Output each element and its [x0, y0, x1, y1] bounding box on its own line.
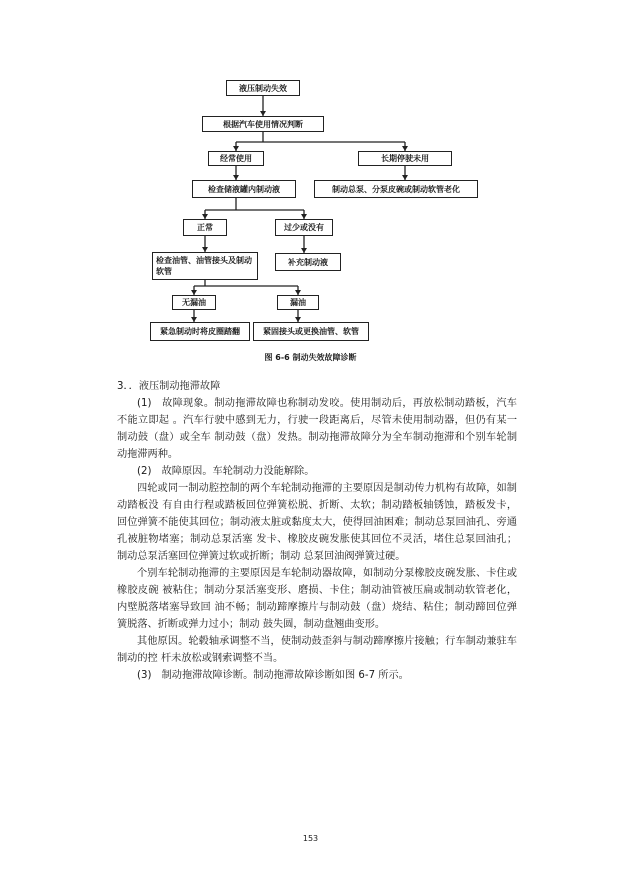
node-root: 液压制动失效: [226, 80, 300, 96]
node-too-little: 过少或没有: [275, 219, 333, 236]
flowchart: [150, 76, 490, 366]
node-check-reservoir: 检查储液罐内制动液: [192, 180, 296, 198]
node-master-cylinder-aging: 制动总泵、分泵皮碗或制动软管老化: [314, 180, 478, 198]
paragraph-symptoms: (1) 故障现象。制动拖滞故障也称制动发咬。使用制动后，再放松制动踏板，汽车不能立即起 。汽车行驶中感到无力，行驶一段距离后，尽管未使用制动器，但仍有某一制动鼓（盘）或全车 制动鼓（盘）发热。制动拖滞故障分为全车制动拖滞和个别车轮制动拖滞两种。: [117, 398, 517, 460]
paragraph-diagnosis: (3) 制动拖滞故障诊断。制动拖滞故障诊断如图 6-7 所示。: [137, 670, 409, 681]
paragraph-other-causes: 其他原因。轮毂轴承调整不当，使制动鼓歪斜与制动蹄摩擦片接触；行车制动兼驻车制动的控 杆未放松或钢索调整不当。: [117, 636, 517, 664]
node-normal: 正常: [183, 219, 227, 236]
node-leak: 漏油: [277, 295, 319, 310]
body-text: [117, 378, 517, 684]
paragraph-causes-intro: (2) 故障原因。车轮制动力没能解除。: [137, 466, 315, 477]
node-add-fluid: 补充制动液: [275, 253, 341, 271]
node-judge: 根据汽车使用情况判断: [202, 116, 324, 132]
node-long-parked: 长期停驶未用: [358, 151, 452, 166]
node-emergency: 紧急制动时将皮圈踏翻: [150, 322, 250, 341]
node-regular: 经常使用: [208, 151, 264, 166]
node-no-leak: 无漏油: [172, 295, 216, 310]
paragraph-four-wheel-causes: 四轮或同一制动腔控制的两个车轮制动拖滞的主要原因是制动传力机构有故障，如制动踏板没 有自由行程或踏板回位弹簧松脱、折断、太软；制动踏板轴锈蚀，踏板发卡，回位弹簧不能使其回位；制动液太脏或黏度太大，使得回油困难；制动总泵回油孔、旁通孔被脏物堵塞；制动总泵活塞 发卡、橡胶皮碗发胀使其回位不灵活，堵住总泵回油孔；制动总泵活塞回位弹簧过软或折断；制动 总泵回油阀弹簧过硬。: [117, 483, 517, 562]
page-number: 153: [302, 834, 319, 843]
node-check-lines: 检查油管、油管接头及制动软管: [152, 252, 258, 280]
paragraph-single-wheel-causes: 个别车轮制动拖滞的主要原因是车轮制动器故障，如制动分泵橡胶皮碗发胀、卡住或橡胶皮碗 被粘住；制动分泵活塞变形、磨损、卡住；制动油管被压扁或制动软管老化，内壁脱落堵塞导致回 油不畅；制动蹄摩擦片与制动鼓（盘）烧结、粘住；制动蹄回位弹簧脱落、折断或弹力过小；制动 鼓失圆，制动盘翘曲变形。: [117, 568, 517, 630]
section-heading: 3．．液压制动拖滞故障: [117, 381, 221, 392]
figure-caption: 图 6-6 制动失效故障诊断: [264, 353, 357, 362]
node-tighten: 紧固接头或更换油管、软管: [253, 322, 369, 341]
